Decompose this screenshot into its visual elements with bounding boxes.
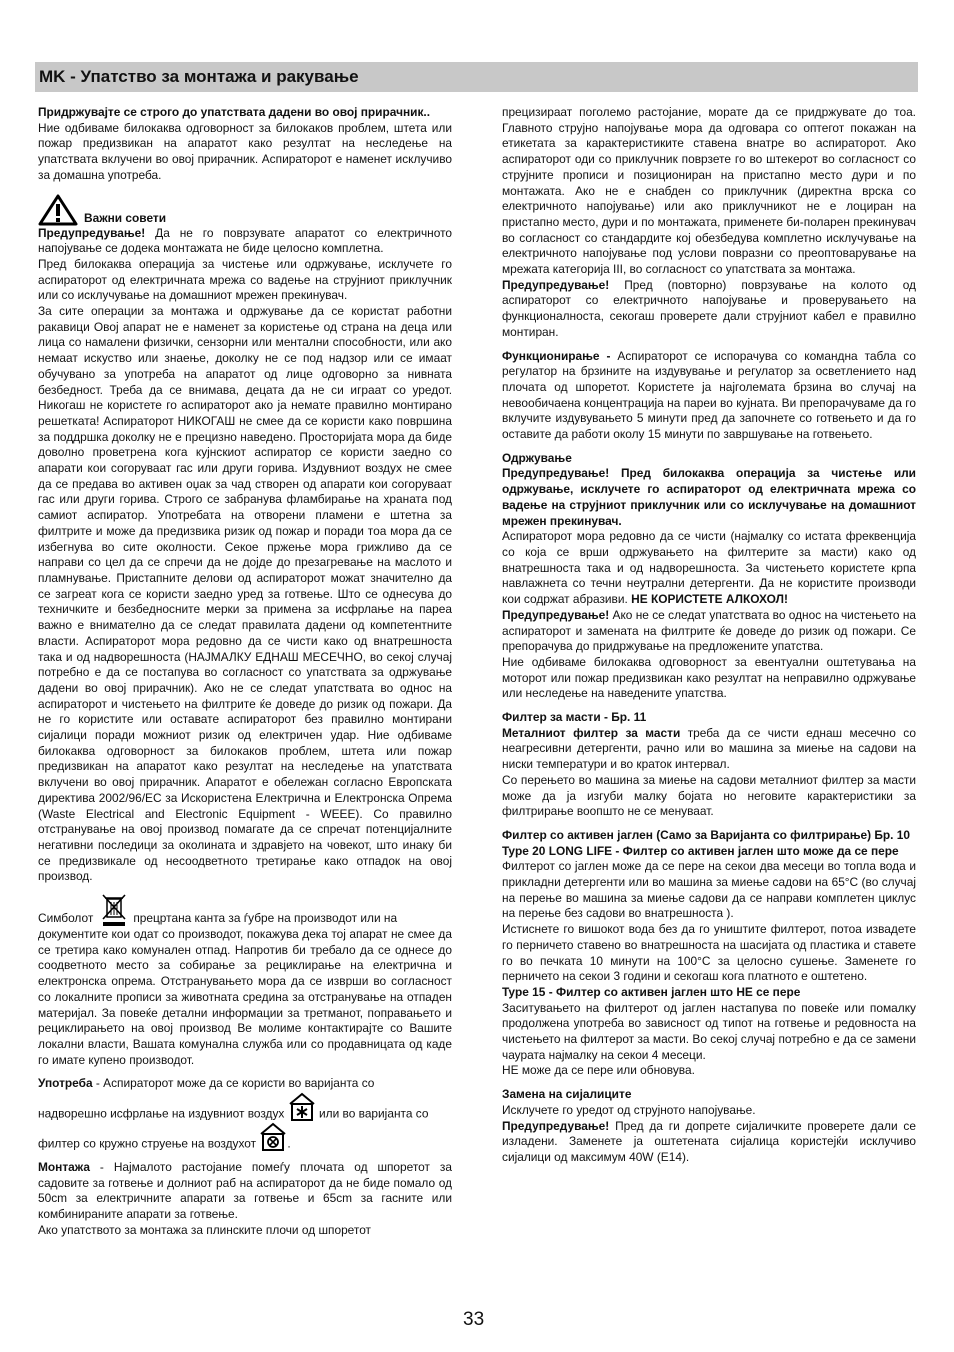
intro-bold: Придржувајте се строго до упатствата дадени во овој прирачник..	[38, 105, 431, 119]
cleaning-paragraph: Пред билокаква операција за чистење или одржување, исклучете го аспираторот од електричната мрежа со вадење на струјниот приклучник или со исклучување на домашниот мрежен прекинувач.	[38, 256, 452, 303]
filter-warning-label: Предупредување!	[502, 607, 610, 622]
recirculation-icon	[259, 1122, 287, 1152]
symbol-word: Симболот	[38, 911, 94, 926]
installation-paragraph	[38, 1160, 452, 1223]
usage-line-3	[38, 1122, 452, 1152]
usage-text-4: филтер со кружно струење на воздухот	[38, 1136, 257, 1151]
symbol-line	[38, 891, 452, 927]
safety-paragraph: За сите операции за монтажа и одржување да се користат работни ракавици Овој апарат не е наменет за користење од страна на деца или лица со намалени физички, сензорни или ментални способности, или ако немаат искуство или знаење, доколку не се под надзор или се имаат обучувано за употреба на апаратот од лице одговорно за нивната безбедност. Треба да се внимава, децата да не си играат со уредот. Никогаш не користете го аспираторот ако ја немате правилно монтирано решетката! Аспираторот НИКОГАШ не смее да се користи како површина за поддршка доколку не е прецизно наведено. Просторијата мора да биде доволно проветрена кога кујнскиот аспиратор се користи заедно со апарати кои согоруваат гас или други горива. Издувниот воздух не смее да се предава во активен оџак за чад створен од апарати кои согоруваат гас или други горива. Строго се забранува фламбирање на храната под самиот аспиратор. Употребата на отворени пламени е штетна за филтрите и може да предизвика ризик од пожар и поради тоа мора да се избегнува во сите околности. Секое пржење мора грижливо да се направи со цел да се спречи да не дојде до презагревање на маслото и пламнување. Пристапните делови од аспираторот можат значително да се загреат кога се користи заедно уред за готвење. Што се однесува до техничките и безбедносните мерки за примена за исфрлање на пареа важно е внимателно да се следат правилата дадени од компетентните власти. Аспираторот мора редовно да се чисти како од внатрешноста така и од надворешноста (НАЈМАЛКУ ЕДНАШ МЕСЕЧНО, во секој случај потребно е да се постапува во согласност со упатствата за одржување дадени во овој прирачник). Ако не се следат упатствата во однос на аспираторот и чистењето на филтрите ќе доведе до ризик од пожари. Да не го користите или оставате аспираторот без правилно монтирани сијалици поради можниот ризик од електричен удар. Ние одбиваме билокаква одговорност за билокаков проблем, штета или пожар предизвикан на апаратот како резултат на неследење на упатствата вклучени во овој прирачник. Апаратот е обележан согласно Европската директива 2002/96/EC за Искористена Електрична и Електронска Опрема (Waste Electrical and Electronic Equipment - WEEE). Со правилно отстранување на овој производ помагате да се спречат потенцијалните негативни последици за околината и здравјето на човекот, што инаку би се предизвикале од несоодветното третирање како отпадок на овој производ.	[38, 304, 452, 884]
usage-line-2	[38, 1092, 452, 1122]
bulb-replacement-heading: Замена на сијалиците	[502, 1087, 632, 1102]
type15-heading: Type 15 - Филтер со активен јаглен што НЕ се пере	[502, 984, 801, 999]
installation-text: - Најмалото растојание помеѓу плочата од шпоретот за садовите за готвење и долниот раб на аспираторот да не биде помало од 50cm за електричните апарати за готвење и 65cm за гасните или комбинираните апарати за готвење.	[38, 1160, 452, 1222]
right-column	[502, 105, 916, 1166]
section-title: MK - Упатство за монтажа и ракување	[39, 67, 359, 86]
usage-label: Употреба	[38, 1076, 93, 1091]
operation-paragraph	[502, 349, 916, 443]
type20-paragraph-2: Истиснете го вишокот вода без да го уништите филтерот, потоа извадете го перничето ставено во внатрешноста на шасијата од пластика и ставете го во печката 10 минути на 100°C за целосно сушење. Заменете го перничето на секои 3 години и секогаш кога платното е оштетено.	[502, 922, 916, 984]
grease-filter-label: Металниот филтер за масти	[502, 725, 681, 740]
no-alcohol-notice: НЕ КОРИСТЕТЕ АЛКОХОЛ!	[627, 592, 788, 607]
section-header-bar	[35, 62, 918, 92]
operation-text: Аспираторот се испорачува со командна табла со регулатор на брзините на издувување и регулатор за осветлението над плочата од шпоретот. Користете ја најголемата брзина во случај на невообичаена концентрација на пареи во кујната. Ви препорачуваме да го вклучите издувувањето 5 минути пред да започнете со готвењето и да го оставите да работи околу 15 минути по завршување на готвењето.	[502, 348, 916, 442]
carbon-filter-heading: Филтер со активен јаглен (Само за Варијанта со филтрирање) Бр. 10	[502, 827, 911, 842]
usage-text-5: .	[287, 1136, 291, 1151]
reconnect-warning	[502, 278, 916, 341]
warning-text: Да не го поврзувате апаратот со електричното напојување се додека монтажата не биде целосно комплетна.	[38, 225, 452, 256]
type20-paragraph: Филтерот со јаглен може да се пере на секои два месеци во топла вода и прикладни детергенти или во машина за миење садови на 65°C (во случај на перење во машина за миење садови да се направи комплетен циклус на перење без садови во внатрешноста ).	[502, 859, 916, 921]
maintenance-warning: Предупредување! Пред билокаква операција за чистење или одржување, исклучете го аспираторот од електричната мрежа со вадење на струјниот приклучник или со исклучување на домашниот мрежен прекинувач.	[502, 466, 916, 528]
disclaimer-paragraph: Ние одбиваме билокаква одговорност за евентуални оштетувања на моторот или пожар предизвикан како резултат на неправилно одржување или неследење на наведените упатства.	[502, 654, 916, 701]
important-tips-label: Важни совети	[84, 210, 167, 225]
grease-filter-paragraph	[502, 726, 916, 773]
crossed-bin-icon	[101, 891, 127, 927]
type20-heading: Type 20 LONG LIFE - Филтер со активен јаглен што може да се пере	[502, 843, 899, 858]
maintenance-paragraph	[502, 529, 916, 608]
intro-text: Ние одбиваме билокаква одговорност за билокаков проблем, штета или пожар предизвикан на апаратот како резултат на неследење на упатствата вклучени во овој прирачник. Аспираторот е наменет исклучиво за домашна употреба.	[38, 120, 452, 182]
grease-filter-paragraph-2: Со перењето во машина за миење на садови металниот филтер за масти може да ја изгуби малку бојата но неговите карактеристики за филтрирање воопшто не се менуваат.	[502, 772, 916, 819]
installation-label: Монтажа	[38, 1160, 90, 1175]
left-column	[38, 105, 452, 1239]
operation-label: Функционирање -	[502, 348, 611, 363]
filter-warning-text: Ако не се следат упатствата во однос на чистењето на аспираторот и замената на филтрите ќе доведе до ризик од пожари. Се препорачува до придржување на предложените упатства.	[502, 607, 916, 654]
important-tips-heading	[38, 192, 452, 226]
bulb-warning	[502, 1119, 916, 1166]
usage-text-3: или во варијанта со	[315, 1106, 429, 1121]
ducted-exhaust-icon	[288, 1092, 316, 1122]
usage-text-1: - Аспираторот може да се користи во варијанта со	[92, 1076, 375, 1091]
bulb-paragraph: Исклучете го уредот од струјното напојување.	[502, 1102, 756, 1117]
usage-paragraph	[38, 1076, 452, 1092]
reconnect-warning-text: Пред (повторно) поврзување на колото од аспираторот со електричното напојување и проверувањето на функционалноста, секогаш проверете дали струјниот кабел е правилно монтиран.	[502, 277, 916, 339]
warning-triangle-icon	[38, 194, 78, 226]
maintenance-text: Аспираторот мора редовно да се чисти (најмалку со истата фреквенција со која се врши одржувањето на филтерите за масти) како од внатрешноста така и од надворешноста. За чистењето користете крпа навлажнета со течни неутрални детергенти. Да не користите производи кои содржат абразиви.	[502, 529, 916, 607]
filter-warning	[502, 608, 916, 655]
intro-paragraph	[38, 105, 452, 184]
grease-filter-heading: Филтер за масти - Бр. 11	[502, 710, 647, 725]
maintenance-heading: Одржување	[502, 450, 572, 465]
type15-paragraph-2: НЕ може да се пере или обновува.	[502, 1063, 695, 1078]
grease-filter-text: треба да се чисти еднаш месечно со неагресивни детергенти, рачно или во машина за миење на садови на ниски температури и во краток интервал.	[502, 725, 916, 772]
warning-paragraph	[38, 226, 452, 257]
symbol-rest: прецртана канта за ѓубре на производот или на	[133, 911, 398, 926]
page-number: 33	[463, 1309, 485, 1330]
electrical-paragraph: прецизираат поголемо растојание, морате да се придржувате до тоа. Главното струјно напојување мора да одговара со оптегот покажан на етикетата за карактеристиките ставена внатре во аспираторот. Ако аспираторот оди со приклучник поврзете го во штекерот во согласност со струјните прописи и позициониран на пристапно место дури и по монтажата. Ако не е снабден со приклучник (директна врска со електричното напојување) или ако приклучникот не е лоциран на пристапно место, дури и по монтажата, применете би-поларен прекинувач во согласност со стандардите кој обезбедува комплетно исклучување на електричното напојување под услови повразни со преоптоварување на мрежата категорија III, во согласност со упатствата за монтажа.	[502, 105, 916, 277]
disposal-paragraph: документите кои одат со производот, покажува дека тој апарат не смее да се третира како комунален отпад. Напротив би требало да се однесе до соодветното место за собирање за рециклирање на електрична и електронска опрема. Отстранувањето мора да се изврши во согласност со локалните прописи за животната средина за отстранување на отпаден материјал. За повеќе детални информации за третманот, поправањето и рециклирањето на овој производ Ве молиме контактирајте со Вашите локални власти, Вашата комунална служба или со продавницата од каде го имате купено производот.	[38, 927, 452, 1067]
reconnect-warning-label: Предупредување!	[502, 277, 610, 292]
usage-text-2: надворешно исфрлање на издувниот воздух	[38, 1106, 285, 1121]
installation-paragraph-2: Ако упатството за монтажа за плинските плочи од шпоретот	[38, 1222, 372, 1237]
type15-paragraph: Заситувањето на филтерот од јаглен настапува по повеќе или помалку продолжена употреба во зависност од типот на готвење и редовноста на чистењето на филтерот за масти. Во секој случај потребно е да се замени чаурата најмалку на секои 4 месеци.	[502, 1000, 916, 1062]
bulb-warning-label: Предупредување!	[502, 1118, 610, 1133]
bulb-warning-text: Пред да ги допрете сијаличките проверете дали се изладени. Заменете ја оштетената сијалица користејќи исклучиво сијалици од максимум 40W (E14).	[502, 1118, 916, 1164]
warning-label: Предупредување!	[38, 225, 146, 240]
